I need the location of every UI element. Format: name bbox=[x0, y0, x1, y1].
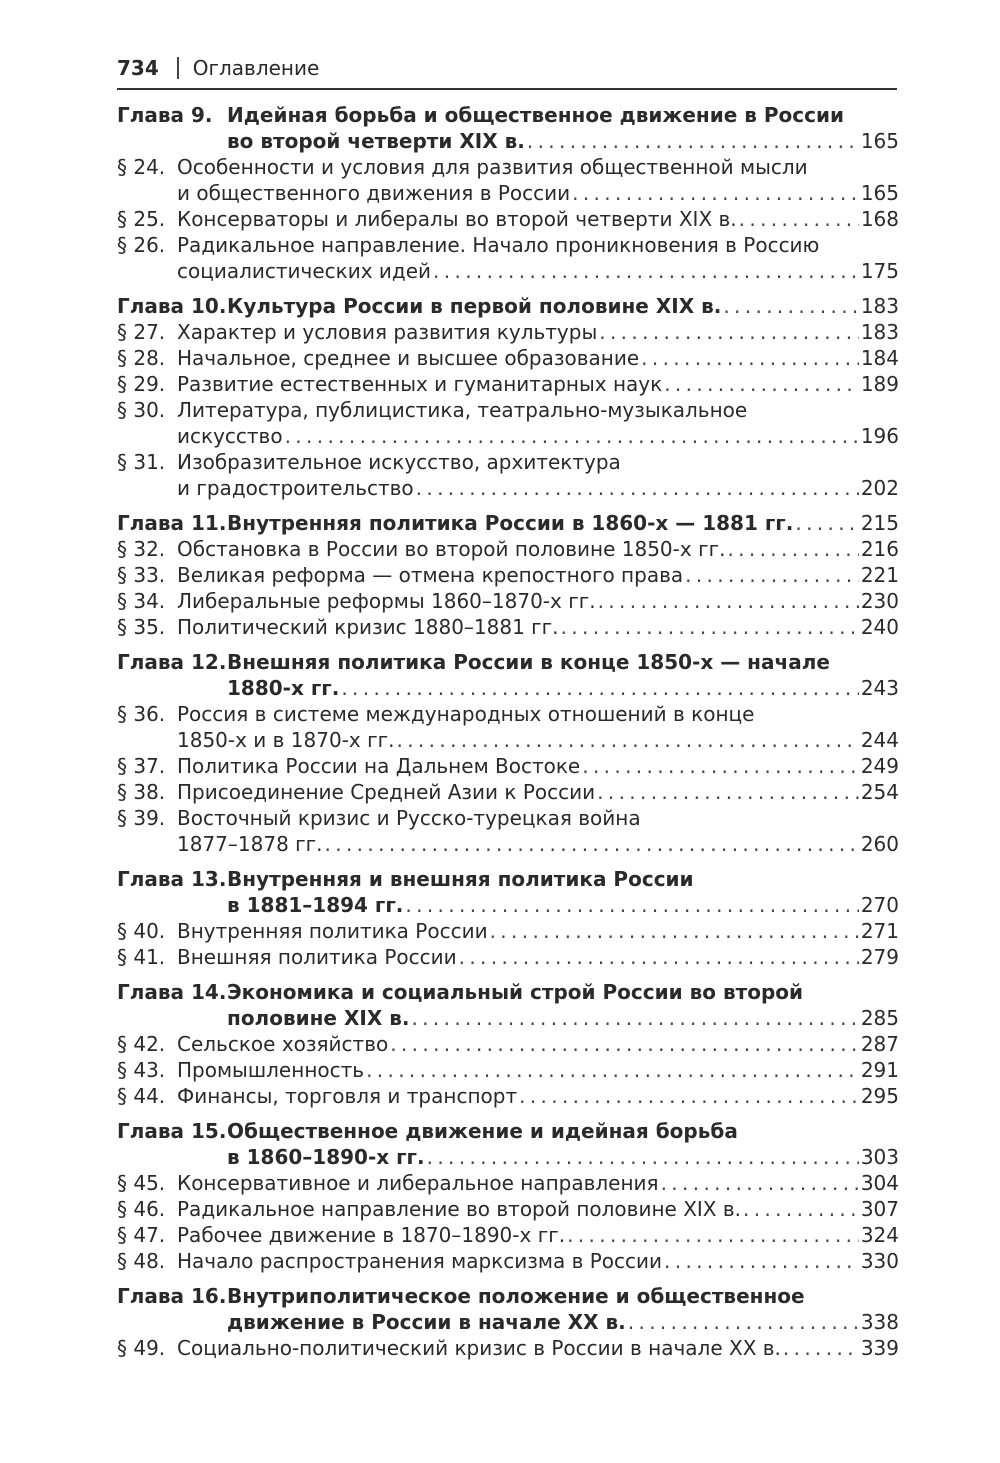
page-ref: 230 bbox=[860, 589, 899, 613]
entry-line-text: Либеральные реформы 1860–1870-х гг. bbox=[177, 589, 596, 613]
dot-leader bbox=[727, 536, 858, 562]
entry-title bbox=[177, 779, 899, 805]
entry-title bbox=[227, 1283, 899, 1335]
entry-line bbox=[177, 753, 899, 779]
section-label: § 29. bbox=[117, 372, 166, 396]
section-entry bbox=[117, 371, 899, 397]
section-entry bbox=[117, 1222, 899, 1248]
page-ref: 240 bbox=[860, 615, 899, 639]
dot-leader bbox=[405, 892, 858, 918]
entry-title bbox=[177, 562, 899, 588]
page-ref: 285 bbox=[860, 1006, 899, 1030]
entry-line-text: Внутриполитическое положение и общественное bbox=[227, 1284, 805, 1308]
dot-leader bbox=[723, 293, 858, 319]
entry-line bbox=[177, 319, 899, 345]
dot-leader bbox=[597, 779, 859, 805]
chapter-gap bbox=[117, 1109, 899, 1118]
entry-line-text: Политика России на Дальнем Востоке bbox=[177, 754, 581, 778]
section-label: § 32. bbox=[117, 537, 166, 561]
chapter-entry bbox=[117, 649, 899, 701]
dot-leader bbox=[490, 918, 859, 944]
entry-line-text: движение в России в начале XX в. bbox=[227, 1310, 626, 1334]
entry-line-text: Идейная борьба и общественное движение в России bbox=[227, 103, 845, 127]
chapter-gap bbox=[117, 501, 899, 510]
section-label: § 38. bbox=[117, 780, 166, 804]
dot-leader bbox=[427, 1144, 859, 1170]
entry-title bbox=[227, 979, 899, 1031]
dot-leader bbox=[739, 206, 859, 232]
section-label: § 46. bbox=[117, 1197, 166, 1221]
entry-line bbox=[177, 345, 899, 371]
entry-line-text: 1880-х гг. bbox=[227, 676, 340, 700]
entry-line bbox=[177, 779, 899, 805]
entry-line bbox=[177, 944, 899, 970]
entry-line bbox=[227, 649, 899, 675]
entry-line-text: и градостроительство bbox=[177, 476, 414, 500]
section-label: § 28. bbox=[117, 346, 166, 370]
chapter-label: Глава 11. bbox=[117, 511, 227, 535]
section-label: § 41. bbox=[117, 945, 166, 969]
dot-leader bbox=[433, 258, 859, 284]
page-ref: 307 bbox=[860, 1197, 899, 1221]
dot-leader bbox=[641, 345, 859, 371]
section-label: § 45. bbox=[117, 1171, 166, 1195]
entry-line bbox=[177, 397, 899, 423]
dot-leader bbox=[572, 180, 859, 206]
section-entry bbox=[117, 449, 899, 501]
chapter-entry bbox=[117, 979, 899, 1031]
entry-title bbox=[177, 345, 899, 371]
page-ref: 244 bbox=[860, 728, 899, 752]
entry-line-text: Консервативное и либеральное направления bbox=[177, 1171, 659, 1195]
entry-line bbox=[177, 258, 899, 284]
entry-title bbox=[177, 1170, 899, 1196]
chapter-label: Глава 16. bbox=[117, 1284, 227, 1308]
section-label: § 39. bbox=[117, 806, 166, 830]
dot-leader bbox=[341, 675, 858, 701]
chapter-label: Глава 12. bbox=[117, 650, 227, 674]
entry-line-text: Финансы, торговля и транспорт bbox=[177, 1084, 518, 1108]
entry-title bbox=[177, 614, 899, 640]
chapter-label: Глава 14. bbox=[117, 980, 227, 1004]
entry-line bbox=[177, 918, 899, 944]
entry-line-text: Внутренняя политика России bbox=[177, 919, 488, 943]
section-entry bbox=[117, 1248, 899, 1274]
entry-line-text: Экономика и социальный строй России во второй bbox=[227, 980, 804, 1004]
entry-title bbox=[227, 1118, 899, 1170]
entry-title bbox=[227, 866, 899, 918]
page-ref: 287 bbox=[860, 1032, 899, 1056]
entry-line bbox=[227, 866, 899, 892]
section-label: § 35. bbox=[117, 615, 166, 639]
entry-title bbox=[227, 293, 899, 319]
entry-line-text: Общественное движение и идейная борьба bbox=[227, 1119, 738, 1143]
page-ref: 254 bbox=[860, 780, 899, 804]
entry-line-text: Восточный кризис и Русско-турецкая война bbox=[177, 806, 641, 830]
entry-line-text: Присоединение Средней Азии к России bbox=[177, 780, 596, 804]
dot-leader bbox=[598, 588, 859, 614]
page-ref: 291 bbox=[860, 1058, 899, 1082]
entry-title bbox=[227, 102, 899, 154]
page-ref: 175 bbox=[860, 259, 899, 283]
page-ref: 243 bbox=[860, 676, 899, 700]
entry-line bbox=[177, 1031, 899, 1057]
entry-line-text: 1877–1878 гг. bbox=[177, 832, 323, 856]
entry-title bbox=[177, 371, 899, 397]
entry-line-text: Консерваторы и либералы во второй четверти XIX в. bbox=[177, 207, 737, 231]
entry-line bbox=[177, 1057, 899, 1083]
chapter-gap bbox=[117, 1274, 899, 1283]
entry-line bbox=[177, 614, 899, 640]
page-ref: 270 bbox=[860, 893, 899, 917]
dot-leader bbox=[325, 831, 859, 857]
page-ref: 215 bbox=[860, 511, 899, 535]
page-ref: 330 bbox=[860, 1249, 899, 1273]
chapter-gap bbox=[117, 640, 899, 649]
entry-line-text: Россия в системе международных отношений в конце bbox=[177, 702, 755, 726]
entry-line-text: Радикальное направление во второй половине XIX в. bbox=[177, 1197, 741, 1221]
entry-line-text: Великая реформа — отмена крепостного права bbox=[177, 563, 684, 587]
entry-title bbox=[227, 649, 899, 701]
running-head bbox=[117, 56, 319, 80]
entry-title bbox=[177, 1057, 899, 1083]
dot-leader bbox=[285, 423, 859, 449]
section-label: § 34. bbox=[117, 589, 166, 613]
entry-line-text: Внутренняя политика России в 1860-х — 1881 гг. bbox=[227, 511, 794, 535]
page-ref: 165 bbox=[860, 129, 899, 153]
section-entry bbox=[117, 397, 899, 449]
entry-line-text: 1850-х и в 1870-х гг. bbox=[177, 728, 395, 752]
entry-title bbox=[177, 206, 899, 232]
dot-leader bbox=[743, 1196, 859, 1222]
entry-line-text: искусство bbox=[177, 424, 283, 448]
section-entry bbox=[117, 562, 899, 588]
page-ref: 295 bbox=[860, 1084, 899, 1108]
entry-line bbox=[177, 475, 899, 501]
entry-title bbox=[177, 918, 899, 944]
dot-leader bbox=[783, 1335, 859, 1361]
entry-line bbox=[177, 206, 899, 232]
dot-leader bbox=[582, 753, 859, 779]
dot-leader bbox=[795, 510, 858, 536]
section-label: § 26. bbox=[117, 233, 166, 257]
entry-title bbox=[177, 1031, 899, 1057]
entry-line-text: Изобразительное искусство, архитектура bbox=[177, 450, 621, 474]
section-label: § 31. bbox=[117, 450, 166, 474]
section-entry bbox=[117, 1335, 899, 1361]
entry-line bbox=[227, 1144, 899, 1170]
running-head-title: Оглавление bbox=[192, 56, 320, 80]
dot-leader bbox=[390, 1031, 859, 1057]
page-ref: 249 bbox=[860, 754, 899, 778]
section-entry bbox=[117, 319, 899, 345]
entry-line-text: социалистических идей bbox=[177, 259, 432, 283]
entry-line bbox=[177, 805, 899, 831]
entry-line bbox=[177, 232, 899, 258]
entry-line-text: Особенности и условия для развития общественной мысли bbox=[177, 155, 808, 179]
chapter-entry bbox=[117, 293, 899, 319]
entry-title bbox=[177, 944, 899, 970]
dot-leader bbox=[366, 1057, 859, 1083]
entry-line bbox=[177, 371, 899, 397]
entry-line bbox=[177, 536, 899, 562]
entry-line bbox=[227, 1005, 899, 1031]
dot-leader bbox=[411, 1005, 858, 1031]
dot-leader bbox=[599, 319, 859, 345]
section-entry bbox=[117, 805, 899, 857]
page-ref: 338 bbox=[860, 1310, 899, 1334]
dot-leader bbox=[664, 371, 859, 397]
dot-leader bbox=[664, 1248, 859, 1274]
chapter-gap bbox=[117, 857, 899, 866]
entry-title bbox=[177, 753, 899, 779]
page-ref: 279 bbox=[860, 945, 899, 969]
chapter-entry bbox=[117, 1283, 899, 1335]
entry-line bbox=[227, 1283, 899, 1309]
entry-line-text: Внутренняя и внешняя политика России bbox=[227, 867, 694, 891]
entry-line bbox=[177, 588, 899, 614]
page-ref: 202 bbox=[860, 476, 899, 500]
page-ref: 324 bbox=[860, 1223, 899, 1247]
section-entry bbox=[117, 701, 899, 753]
section-entry bbox=[117, 232, 899, 284]
page-ref: 221 bbox=[860, 563, 899, 587]
entry-title bbox=[227, 510, 899, 536]
entry-line-text: Сельское хозяйство bbox=[177, 1032, 389, 1056]
entry-line bbox=[177, 1196, 899, 1222]
page-number: 734 bbox=[117, 56, 159, 80]
section-entry bbox=[117, 1031, 899, 1057]
entry-line-text: Характер и условия развития культуры bbox=[177, 320, 598, 344]
entry-line bbox=[227, 675, 899, 701]
page-ref: 184 bbox=[860, 346, 899, 370]
chapter-entry bbox=[117, 510, 899, 536]
entry-line-text: Начальное, среднее и высшее образование bbox=[177, 346, 640, 370]
section-label: § 42. bbox=[117, 1032, 166, 1056]
entry-line-text: Культура России в первой половине XIX в. bbox=[227, 294, 722, 318]
entry-line bbox=[177, 701, 899, 727]
entry-line bbox=[227, 1118, 899, 1144]
entry-line-text: Промышленность bbox=[177, 1058, 365, 1082]
entry-line-text: Социально-политический кризис в России в начале XX в. bbox=[177, 1336, 781, 1360]
section-entry bbox=[117, 1083, 899, 1109]
chapter-gap bbox=[117, 284, 899, 293]
entry-line-text: половине XIX в. bbox=[227, 1006, 410, 1030]
page-ref: 183 bbox=[860, 294, 899, 318]
section-label: § 44. bbox=[117, 1084, 166, 1108]
entry-line bbox=[227, 102, 899, 128]
entry-line-text: Внешняя политика России в конце 1850-х — начале bbox=[227, 650, 830, 674]
page-ref: 271 bbox=[860, 919, 899, 943]
entry-title bbox=[177, 397, 899, 449]
section-label: § 30. bbox=[117, 398, 166, 422]
section-entry bbox=[117, 1196, 899, 1222]
section-entry bbox=[117, 1057, 899, 1083]
entry-line-text: Развитие естественных и гуманитарных наук bbox=[177, 372, 663, 396]
entry-title bbox=[177, 449, 899, 501]
dot-leader bbox=[628, 1309, 859, 1335]
entry-title bbox=[177, 154, 899, 206]
section-label: § 37. bbox=[117, 754, 166, 778]
entry-line bbox=[227, 128, 899, 154]
entry-title bbox=[177, 701, 899, 753]
page-ref: 260 bbox=[860, 832, 899, 856]
section-label: § 33. bbox=[117, 563, 166, 587]
section-entry bbox=[117, 588, 899, 614]
page-ref: 216 bbox=[860, 537, 899, 561]
entry-line-text: Внешняя политика России bbox=[177, 945, 457, 969]
entry-line bbox=[177, 1170, 899, 1196]
entry-line bbox=[227, 979, 899, 1005]
page-ref: 189 bbox=[860, 372, 899, 396]
entry-title bbox=[177, 232, 899, 284]
dot-leader bbox=[397, 727, 859, 753]
section-entry bbox=[117, 154, 899, 206]
entry-title bbox=[177, 1335, 899, 1361]
section-label: § 40. bbox=[117, 919, 166, 943]
entry-title bbox=[177, 805, 899, 857]
entry-line bbox=[177, 423, 899, 449]
entry-line bbox=[177, 831, 899, 857]
chapter-label: Глава 15. bbox=[117, 1119, 227, 1143]
chapter-gap bbox=[117, 970, 899, 979]
entry-line bbox=[177, 1222, 899, 1248]
dot-leader bbox=[519, 1083, 859, 1109]
entry-line-text: в 1881–1894 гг. bbox=[227, 893, 404, 917]
section-entry bbox=[117, 614, 899, 640]
page-ref: 303 bbox=[860, 1145, 899, 1169]
dot-leader bbox=[567, 1222, 859, 1248]
section-entry bbox=[117, 1170, 899, 1196]
entry-line-text: Литература, публицистика, театрально-музыкальное bbox=[177, 398, 748, 422]
section-entry bbox=[117, 918, 899, 944]
chapter-label: Глава 9. bbox=[117, 103, 213, 127]
section-label: § 24. bbox=[117, 155, 166, 179]
section-label: § 43. bbox=[117, 1058, 166, 1082]
entry-line-text: Радикальное направление. Начало проникновения в Россию bbox=[177, 233, 820, 257]
dot-leader bbox=[685, 562, 859, 588]
page-ref: 196 bbox=[860, 424, 899, 448]
table-of-contents bbox=[117, 102, 899, 1361]
page-ref: 304 bbox=[860, 1171, 899, 1195]
entry-title bbox=[177, 319, 899, 345]
entry-line-text: Рабочее движение в 1870–1890-х гг. bbox=[177, 1223, 566, 1247]
section-entry bbox=[117, 944, 899, 970]
dot-leader bbox=[561, 614, 859, 640]
entry-line bbox=[227, 1309, 899, 1335]
header-separator bbox=[177, 57, 179, 79]
entry-title bbox=[177, 588, 899, 614]
page-ref: 339 bbox=[860, 1336, 899, 1360]
section-label: § 48. bbox=[117, 1249, 166, 1273]
entry-line bbox=[177, 727, 899, 753]
entry-title bbox=[177, 1222, 899, 1248]
entry-line bbox=[177, 180, 899, 206]
section-entry bbox=[117, 206, 899, 232]
entry-line-text: Обстановка в России во второй половине 1850-х гг. bbox=[177, 537, 726, 561]
page-ref: 165 bbox=[860, 181, 899, 205]
section-label: § 47. bbox=[117, 1223, 166, 1247]
page-ref: 183 bbox=[860, 320, 899, 344]
dot-leader bbox=[661, 1170, 859, 1196]
entry-line bbox=[227, 892, 899, 918]
section-entry bbox=[117, 753, 899, 779]
chapter-label: Глава 13. bbox=[117, 867, 227, 891]
entry-line-text: в 1860–1890-х гг. bbox=[227, 1145, 425, 1169]
section-label: § 27. bbox=[117, 320, 166, 344]
dot-leader bbox=[416, 475, 859, 501]
entry-line bbox=[177, 1083, 899, 1109]
section-entry bbox=[117, 536, 899, 562]
chapter-entry bbox=[117, 866, 899, 918]
header-rule bbox=[117, 88, 897, 90]
section-label: § 36. bbox=[117, 702, 166, 726]
entry-line bbox=[227, 293, 899, 319]
chapter-label: Глава 10. bbox=[117, 294, 227, 318]
entry-line-text: и общественного движения в России bbox=[177, 181, 571, 205]
entry-line bbox=[177, 562, 899, 588]
section-label: § 25. bbox=[117, 207, 166, 231]
entry-line bbox=[177, 1335, 899, 1361]
section-entry bbox=[117, 779, 899, 805]
chapter-entry bbox=[117, 102, 899, 154]
entry-line bbox=[177, 1248, 899, 1274]
entry-line-text: Начало распространения марксизма в России bbox=[177, 1249, 663, 1273]
entry-title bbox=[177, 1248, 899, 1274]
entry-line-text: Политический кризис 1880–1881 гг. bbox=[177, 615, 559, 639]
chapter-entry bbox=[117, 1118, 899, 1170]
dot-leader bbox=[459, 944, 859, 970]
entry-line-text: во второй четверти XIX в. bbox=[227, 129, 525, 153]
entry-line bbox=[227, 510, 899, 536]
entry-title bbox=[177, 1196, 899, 1222]
section-label: § 49. bbox=[117, 1336, 166, 1360]
entry-line bbox=[177, 154, 899, 180]
entry-title bbox=[177, 1083, 899, 1109]
entry-line bbox=[177, 449, 899, 475]
entry-title bbox=[177, 536, 899, 562]
dot-leader bbox=[527, 128, 859, 154]
section-entry bbox=[117, 345, 899, 371]
page-ref: 168 bbox=[860, 207, 899, 231]
